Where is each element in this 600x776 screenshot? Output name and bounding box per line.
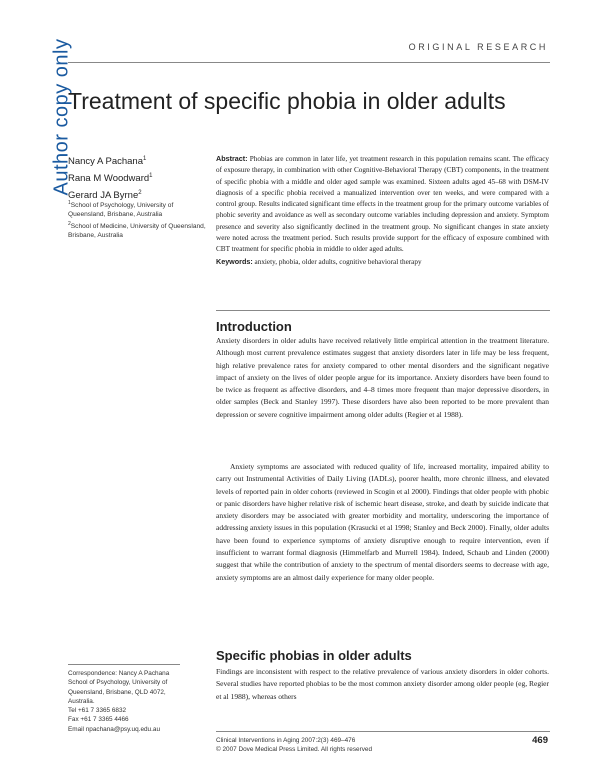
body-paragraph: Anxiety disorders in older adults have received relatively little empirical attention in the treatment literature. Although most current prevalence estimates suggest that anxiety disorders later in life may be less frequent, high relative prevalence rates for anxiety compared to other mental disorders and the significant negative impact of anxiety on the lives of older people argue for its importance. Anxiety disorders have been found to be twice as frequent as affective disorders, and 4–8 times more frequent than major depressive disorders, in older samples (Beck and Stanley 1997). These disorders have also been reported to be more prevalent than depression or severe cognitive impairment among older adults (Regier et al 1988). — [216, 336, 549, 419]
correspondence-line: School of Psychology, University of — [68, 679, 168, 687]
body-paragraph: Findings are inconsistent with respect to the relative prevalence of various anxiety disorders in older cohorts. Several studies have reported phobias to be the most common anxiety disorder among older people (eg, Regier et al 1988), whereas others — [216, 667, 549, 701]
author-name: Nancy A Pachana$^1$ — [68, 156, 147, 168]
correspondence-line: Queensland, Brisbane, QLD 4072, — [68, 688, 166, 696]
introduction-heading: Introduction — [216, 319, 292, 334]
body-paragraph: Anxiety symptoms are associated with reduced quality of life, increased mortality, impaired ability to carry out Instrumental Activities of Daily Living (IADLs), poorer health, more chronic illness, and elevated levels of reported pain in older cohorts (reviewed in Scogin et al 2000). Findings that older people with phobic or panic disorders have higher relative risk of ischemic heart disease, stroke, and death by suicide indicate that anxiety disorders may be associated with greater morbidity and mortality, underscoring the importance of addressing anxiety issues in this population (Krasucki et al 1998; Stanley and Beck 2000). Finally, older adults have been found to experience symptoms of anxiety disruptive enough to require intervention, even if insufficient to warrant formal diagnosis (Himmelfarb and Murrell 1984). Indeed, Schaub and Linden (2000) suggest that while the contribution of anxiety to the spectrum of mental disorders seems to decrease with age, anxiety symptoms are an almost daily experience for many older people. — [216, 462, 549, 582]
author-name: Gerard JA Byrne$^2$ — [68, 190, 142, 202]
top-divider — [68, 62, 550, 63]
abstract — [216, 153, 549, 268]
affiliation: $^2$School of Medicine, University of Queensland, Brisbane, Australia — [68, 220, 206, 240]
author-copy-watermark: Author copy only — [50, 38, 73, 196]
footer-divider — [216, 731, 550, 732]
correspondence-divider — [68, 664, 180, 665]
correspondence-email[interactable]: Email npachana@psy.uq.edu.au — [68, 725, 160, 733]
article-title: Treatment of specific phobia in older adults — [68, 88, 506, 114]
abstract-divider — [216, 310, 550, 311]
page-number: 469 — [532, 735, 548, 746]
specific-phobias-heading: Specific phobias in older adults — [216, 648, 412, 663]
section-label: ORIGINAL RESEARCH — [408, 42, 548, 52]
footer-citation — [216, 736, 372, 754]
journal-citation: Clinical Interventions in Aging 2007:2(3) 469–476 — [216, 737, 356, 744]
correspondence-label: Correspondence: Nancy A Pachana — [68, 670, 170, 677]
keywords: Keywords: anxiety, phobia, older adults, cognitive behavioral therapy — [216, 256, 422, 266]
copyright-notice: © 2007 Dove Medical Press Limited. All rights reserved — [216, 746, 373, 753]
author-list — [68, 152, 152, 203]
author-name: Rana M Woodward$^1$ — [68, 173, 153, 185]
affiliation: $^1$School of Psychology, University of Queensland, Brisbane, Australia — [68, 200, 174, 219]
correspondence-line: Australia. — [68, 697, 95, 705]
correspondence-block — [68, 669, 208, 734]
correspondence-phone: Tel +61 7 3365 6832 — [68, 707, 127, 715]
correspondence-fax: Fax +61 7 3365 4466 — [68, 716, 129, 724]
affiliations — [68, 199, 208, 241]
abstract-text: Abstract: Phobias are common in later life, yet treatment research in this population remains scant. The efficacy of exposure therapy, in combination with other Cognitive-Behavioral Therapy (CBT) components, in the treatment of specific phobia with a middle and older aged sample was examined. Sixteen adults aged 45–68 with DSM-IV diagnosis of a specific phobia received a manualized intervention over ten weeks, and were compared with a control group. Results indicated significant time effects in the treatment group for the primary outcome variables of phobic severity and avoidance as well as secondary outcome variables including depression and anxiety. Symptom presence and severity also significantly declined in the treatment group. No significant changes in state anxiety were noted across the treatment period. Such results provide support for the efficacy of exposure combined with CBT treatment for specific phobia in middle to older aged adults. — [216, 154, 550, 254]
